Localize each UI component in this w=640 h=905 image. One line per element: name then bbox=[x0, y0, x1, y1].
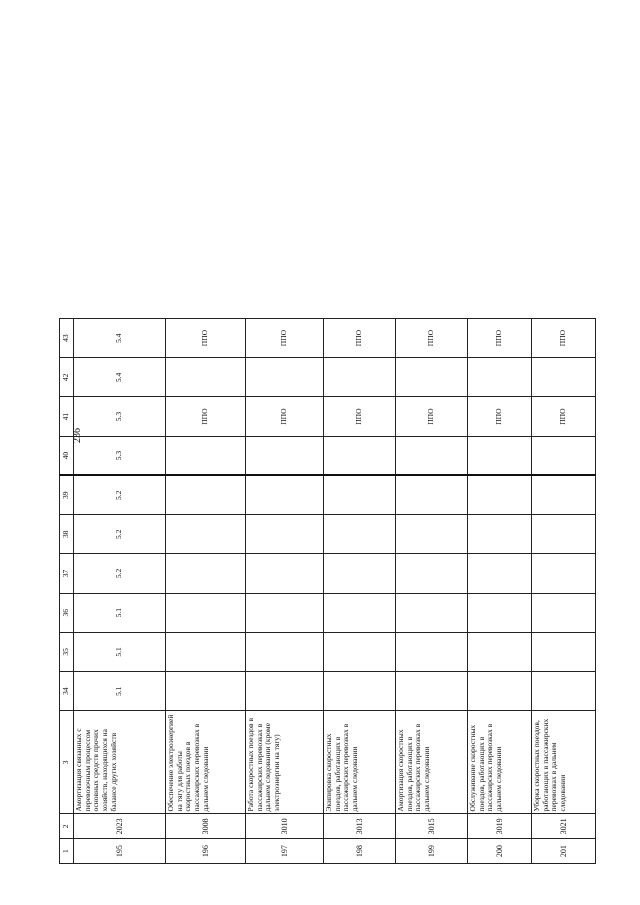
header-cell: 42 bbox=[60, 358, 74, 397]
cell-34 bbox=[246, 672, 324, 711]
cell-37: 5.2 bbox=[74, 554, 166, 593]
row-code: 3008 bbox=[166, 814, 246, 839]
cell-39 bbox=[532, 475, 596, 514]
cell-42 bbox=[324, 358, 396, 397]
cell-39 bbox=[324, 475, 396, 514]
cell-35 bbox=[532, 632, 596, 671]
cell-36 bbox=[166, 593, 246, 632]
row-number: 200 bbox=[468, 839, 532, 864]
cell-41: ППО bbox=[324, 397, 396, 436]
page-number: 236 bbox=[72, 428, 83, 443]
row-code: 3010 bbox=[246, 814, 324, 839]
header-cell: 1 bbox=[60, 839, 74, 864]
row-description: Работа скоростных поездов в пассажирских перевозках в дальнем следовании (кроме электроэнергии на тягу) bbox=[246, 711, 324, 814]
cell-40 bbox=[468, 436, 532, 475]
cell-34 bbox=[396, 672, 468, 711]
row-number: 196 bbox=[166, 839, 246, 864]
header-cell: 41 bbox=[60, 397, 74, 436]
table-row bbox=[74, 319, 166, 864]
cell-35 bbox=[468, 632, 532, 671]
cell-37 bbox=[166, 554, 246, 593]
header-cell: 3 bbox=[60, 711, 74, 814]
header-cell: 36 bbox=[60, 593, 74, 632]
cell-34 bbox=[532, 672, 596, 711]
cell-39 bbox=[166, 475, 246, 514]
header-cell: 34 bbox=[60, 672, 74, 711]
cell-40 bbox=[396, 436, 468, 475]
cell-34 bbox=[166, 672, 246, 711]
table-row bbox=[166, 319, 246, 864]
cell-34: 5.1 bbox=[74, 672, 166, 711]
cell-37 bbox=[324, 554, 396, 593]
cell-43: 5.4 bbox=[74, 319, 166, 358]
cell-43: ППО bbox=[166, 319, 246, 358]
cell-38 bbox=[468, 515, 532, 554]
cell-36 bbox=[324, 593, 396, 632]
cell-37 bbox=[468, 554, 532, 593]
cell-41: ППО bbox=[396, 397, 468, 436]
cell-36 bbox=[396, 593, 468, 632]
cell-36: 5.1 bbox=[74, 593, 166, 632]
cell-38 bbox=[396, 515, 468, 554]
document-table bbox=[59, 318, 596, 864]
cell-39: 5.2 bbox=[74, 475, 166, 514]
cell-43: ППО bbox=[532, 319, 596, 358]
cell-43: ППО bbox=[468, 319, 532, 358]
table-row bbox=[324, 319, 396, 864]
cell-40 bbox=[166, 436, 246, 475]
table-row bbox=[532, 319, 596, 864]
header-cell: 38 bbox=[60, 515, 74, 554]
table-row bbox=[246, 319, 324, 864]
row-number: 197 bbox=[246, 839, 324, 864]
cell-40 bbox=[246, 436, 324, 475]
cell-39 bbox=[396, 475, 468, 514]
row-code: 3021 bbox=[532, 814, 596, 839]
cell-42 bbox=[396, 358, 468, 397]
row-code: 3015 bbox=[396, 814, 468, 839]
cell-37 bbox=[396, 554, 468, 593]
cell-34 bbox=[468, 672, 532, 711]
row-description: Амортизация связанных с перевозочным процессом основных средств прочих хозяйств, находящихся на балансе других хозяйств bbox=[74, 711, 166, 814]
cell-43: ППО bbox=[324, 319, 396, 358]
row-number: 199 bbox=[396, 839, 468, 864]
row-description: Амортизация скоростных поездов, работающих в пассажирских перевозках в дальнем следовании bbox=[396, 711, 468, 814]
row-number: 195 bbox=[74, 839, 166, 864]
cell-40: 5.3 bbox=[74, 436, 166, 475]
header-cell: 39 bbox=[60, 475, 74, 514]
header-cell: 40 bbox=[60, 436, 74, 475]
row-code: 2023 bbox=[74, 814, 166, 839]
cell-38 bbox=[324, 515, 396, 554]
cell-37 bbox=[246, 554, 324, 593]
row-code: 3013 bbox=[324, 814, 396, 839]
cell-42 bbox=[468, 358, 532, 397]
cell-41: ППО bbox=[166, 397, 246, 436]
row-description: Уборка скоростных поездов, работающих в пассажирских перевозках в дальнем следовании bbox=[532, 711, 596, 814]
table-row bbox=[396, 319, 468, 864]
row-description: Экипировка скоростных поездов, работающих в пассажирских перевозках в дальнем следовании bbox=[324, 711, 396, 814]
cell-43: ППО bbox=[246, 319, 324, 358]
cell-39 bbox=[468, 475, 532, 514]
cell-41: ППО bbox=[468, 397, 532, 436]
cell-43: ППО bbox=[396, 319, 468, 358]
cell-38: 5.2 bbox=[74, 515, 166, 554]
cell-40 bbox=[532, 436, 596, 475]
cell-36 bbox=[468, 593, 532, 632]
row-description: Обеспечение электроэнергией на тягу для работы скоростных поездов в пассажирских перевозках в дальнем следовании bbox=[166, 711, 246, 814]
row-number: 201 bbox=[532, 839, 596, 864]
header-cell: 2 bbox=[60, 814, 74, 839]
cell-37 bbox=[532, 554, 596, 593]
cell-42 bbox=[532, 358, 596, 397]
cell-38 bbox=[532, 515, 596, 554]
cell-35 bbox=[166, 632, 246, 671]
cell-42 bbox=[166, 358, 246, 397]
cell-41: 5.3 bbox=[74, 397, 166, 436]
cell-38 bbox=[166, 515, 246, 554]
cell-42: 5.4 bbox=[74, 358, 166, 397]
cell-34 bbox=[324, 672, 396, 711]
cell-40 bbox=[324, 436, 396, 475]
cell-41: ППО bbox=[246, 397, 324, 436]
rotated-table-container bbox=[59, 318, 595, 864]
row-number: 198 bbox=[324, 839, 396, 864]
header-cell: 43 bbox=[60, 319, 74, 358]
header-cell: 37 bbox=[60, 554, 74, 593]
cell-39 bbox=[246, 475, 324, 514]
cell-41: ППО bbox=[532, 397, 596, 436]
cell-35 bbox=[324, 632, 396, 671]
header-row bbox=[60, 319, 74, 864]
cell-38 bbox=[246, 515, 324, 554]
cell-42 bbox=[246, 358, 324, 397]
row-description: Обслуживание скоростных поездов, работающих в пассажирских перевозках в дальнем следовании bbox=[468, 711, 532, 814]
cell-36 bbox=[532, 593, 596, 632]
cell-35 bbox=[246, 632, 324, 671]
cell-35: 5.1 bbox=[74, 632, 166, 671]
row-code: 3019 bbox=[468, 814, 532, 839]
cell-35 bbox=[396, 632, 468, 671]
table-row bbox=[468, 319, 532, 864]
header-cell: 35 bbox=[60, 632, 74, 671]
cell-36 bbox=[246, 593, 324, 632]
